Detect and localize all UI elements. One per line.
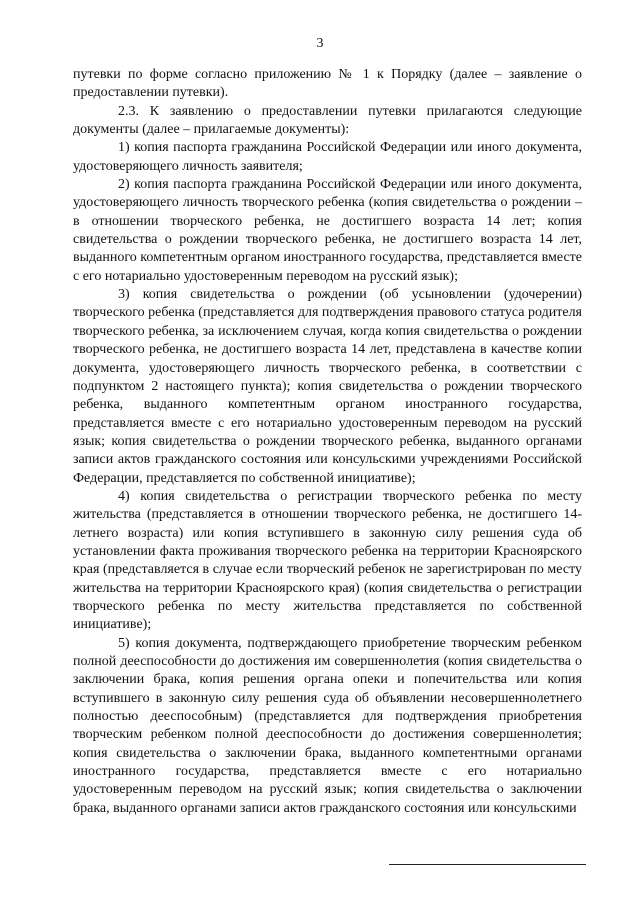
document-body — [73, 66, 582, 818]
list-item-3: 3) копия свидетельства о рождении (об усыновлении (удочерении) творческого ребенка (представляется для подтверждения правового статуса родителя творческого ребенка, за исключением случая, когда копия свидетельства о рождении творческого ребенка, не достигшего возраста 14 лет, представлена в качестве копии документа, удостоверяющего личность творческого ребенка, в соответствии с подпунктом 2 настоящего пункта); копия свидетельства о рождении творческого ребенка, выданного компетентным органом иностранного государства, представляется вместе с его нотариально удостоверенным переводом на русский язык; копия свидетельства о рождении творческого ребенка, выданного органами записи актов гражданского состояния или консульскими учреждениями Российской Федерации, представляется по собственной инициативе); — [73, 287, 582, 486]
paragraph-continuation: путевки по форме согласно приложению № 1 к Порядку (далее – заявление о предоставлении путевки). — [73, 67, 582, 101]
list-item-5: 5) копия документа, подтверждающего приобретение творческим ребенком полной дееспособности до достижения им совершеннолетия (копия свидетельства о заключении брака, копия решения органа опеки и попечительства или копия вступившего в законную силу решения суда об объявлении несовершеннолетнего полностью дееспособным) (представляется для подтверждения приобретения творческим ребенком полной дееспособности до достижения совершеннолетия; копия свидетельства о заключении брака, выданного компетентными органами иностранного государства, представляется вместе с его нотариально удостоверенным переводом на русский язык; копия свидетельства о заключении брака, выданного органами записи актов гражданского состояния или консульскими — [73, 635, 582, 816]
page-number: 3 — [316, 36, 324, 51]
list-item-1: 1) копия паспорта гражданина Российской Федерации или иного документа, удостоверяющего личность заявителя; — [73, 140, 582, 174]
list-item-4: 4) копия свидетельства о регистрации творческого ребенка по месту жительства (представляется в отношении творческого ребенка, не достигшего 14-летнего возраста) или копия вступившего в законную силу решения суда об установлении факта проживания творческого ребенка на территории Красноярского края (представляется в случае если творческий ребенок не зарегистрирован по месту жительства на территории Красноярского края) (копия свидетельства о регистрации творческого ребенка по месту жительства представляется по собственной инициативе); — [73, 488, 582, 633]
paragraph-2-3: 2.3. К заявлению о предоставлении путевки прилагаются следующие документы (далее – прилагаемые документы): — [73, 103, 582, 138]
footer-divider — [389, 864, 586, 865]
list-item-2: 2) копия паспорта гражданина Российской Федерации или иного документа, удостоверяющего личность творческого ребенка (копия свидетельства о рождении – в отношении творческого ребенка, не достигшего возраста 14 лет; копия свидетельства о рождении творческого ребенка, не достигшего возраста 14 лет, выданного компетентным органом иностранного государства, представляется вместе с его нотариально удостоверенным переводом на русский язык); — [73, 177, 582, 284]
